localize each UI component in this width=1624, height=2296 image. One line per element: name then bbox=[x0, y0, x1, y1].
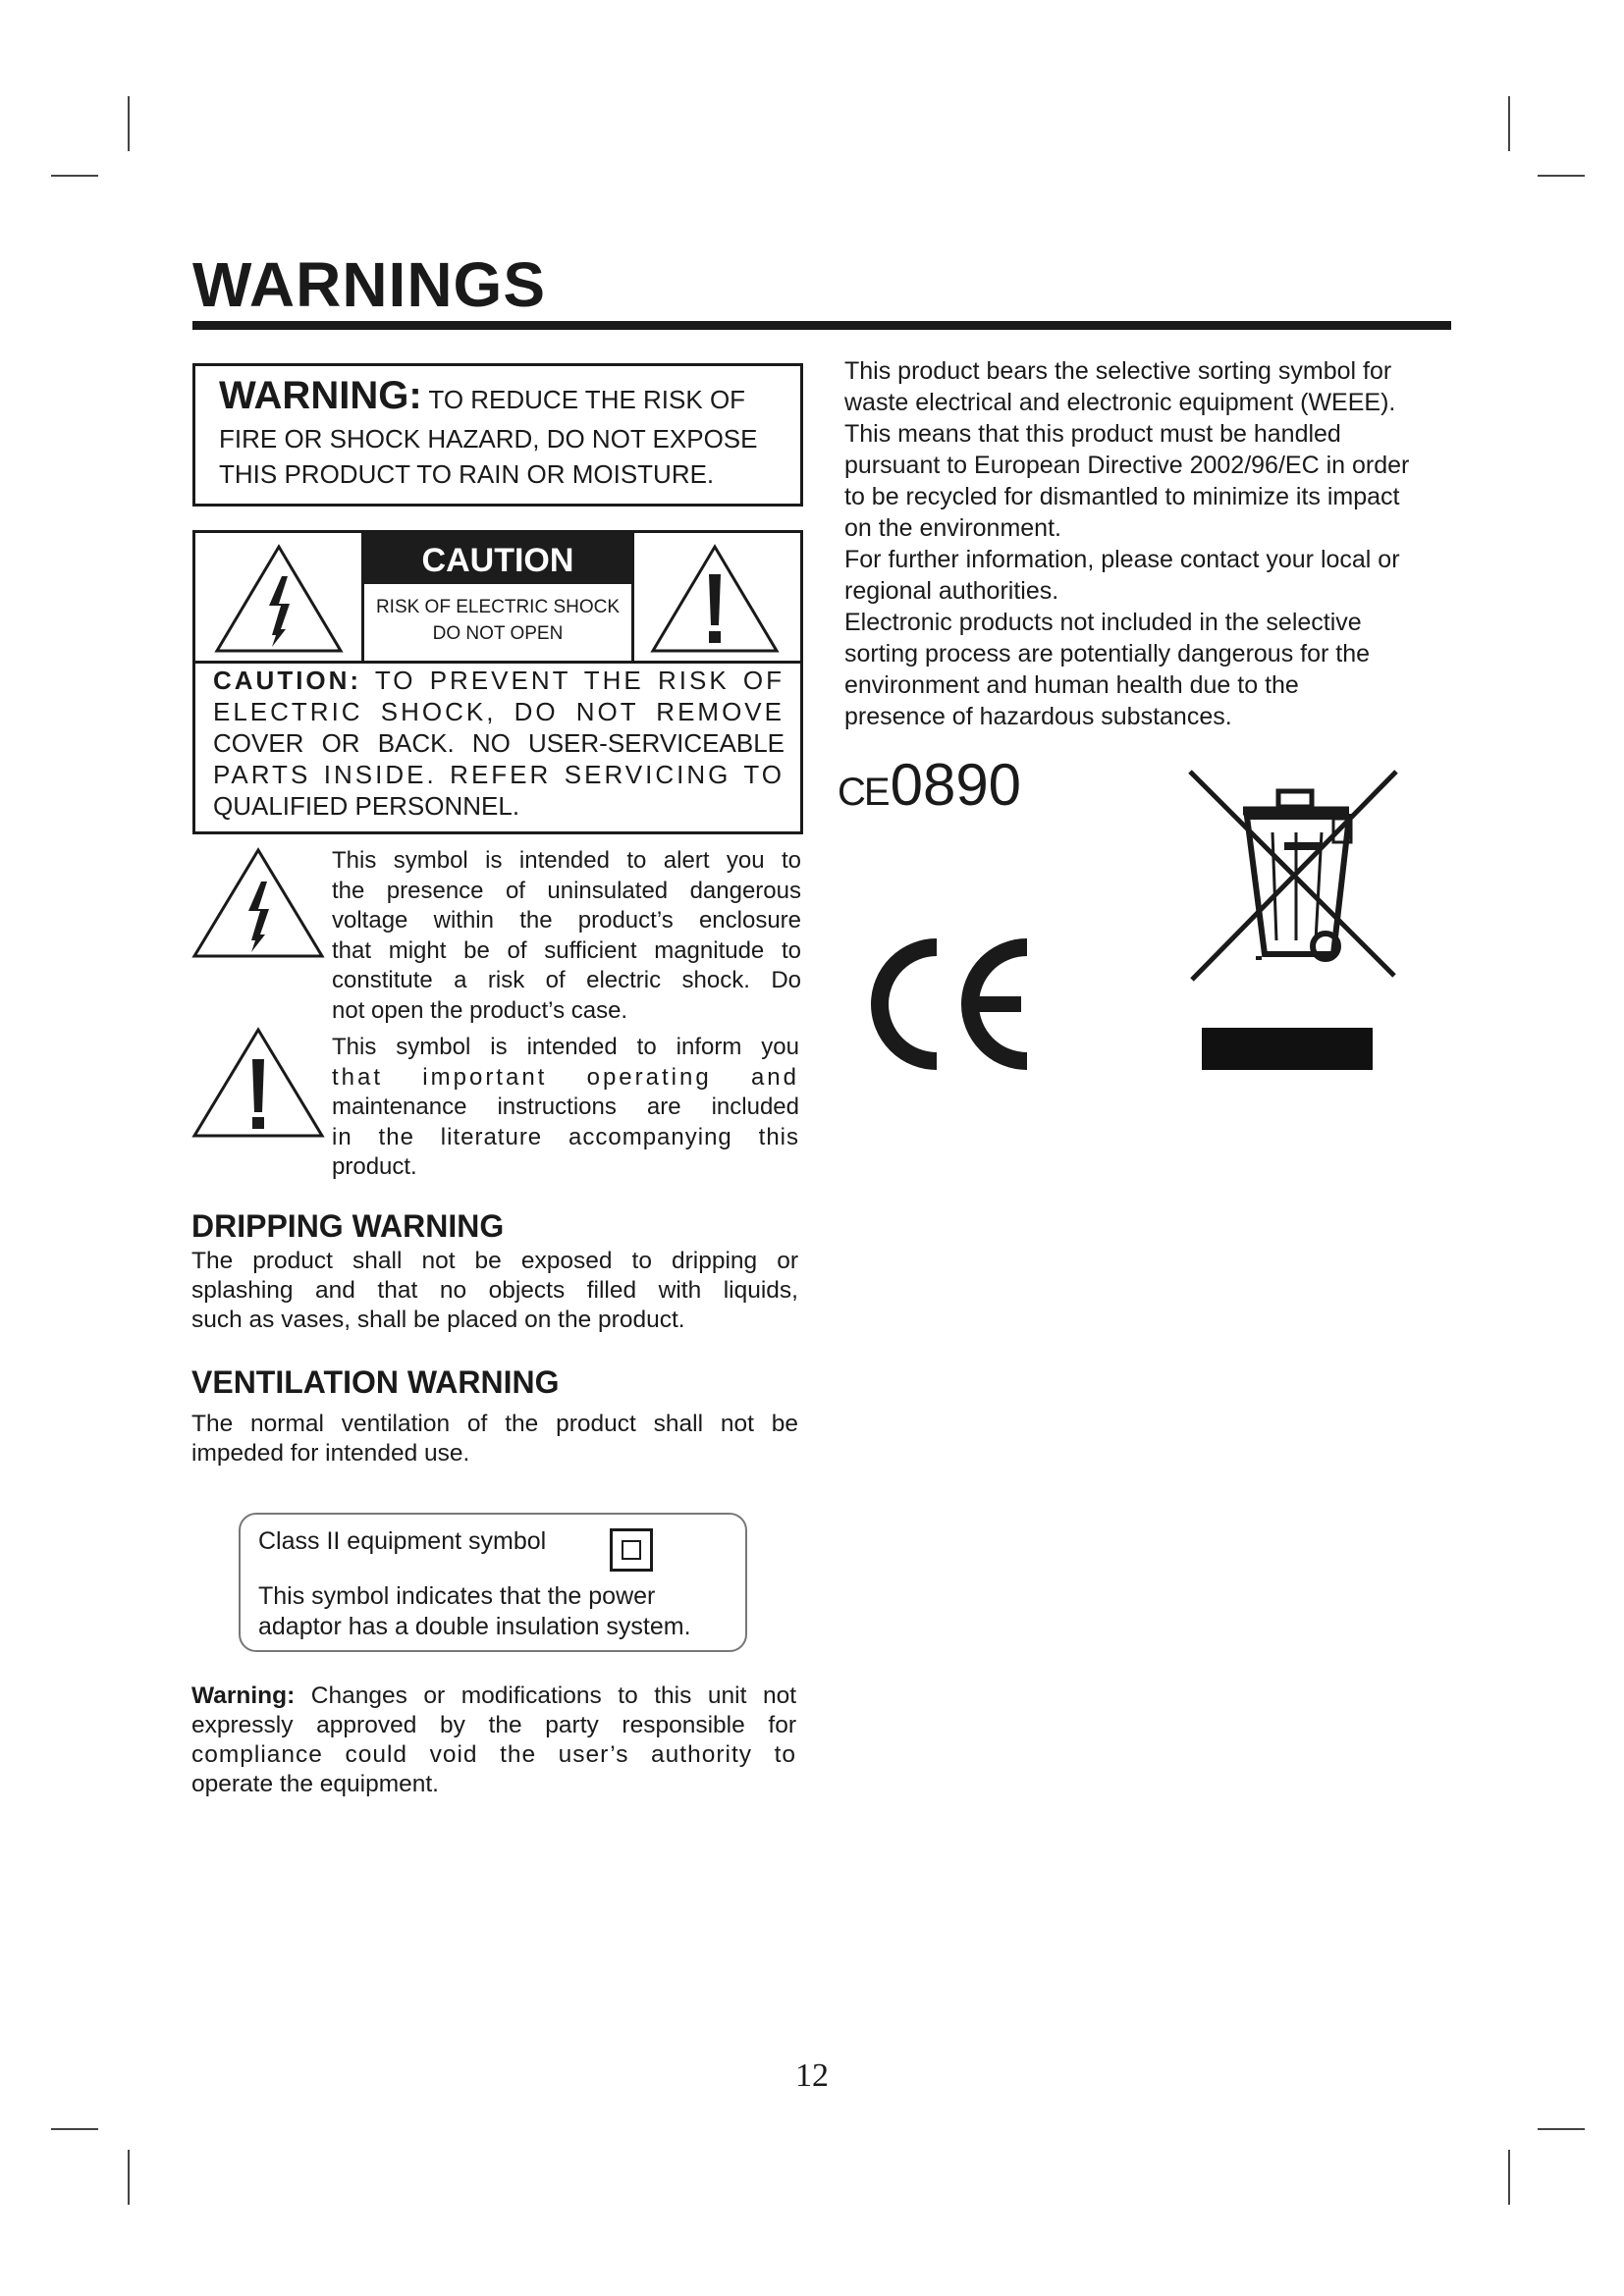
caution-text bbox=[213, 665, 785, 822]
paragraph-line: operate the equipment. bbox=[191, 1771, 439, 1797]
caution-lead: CAUTION: bbox=[213, 666, 362, 695]
caution-box bbox=[192, 530, 803, 834]
ce-notified-body-mark bbox=[838, 752, 1022, 818]
weee-line: Electronic products not included in the selective bbox=[844, 609, 1362, 636]
ce-number: 0890 bbox=[890, 752, 1022, 818]
weee-line: sorting process are potentially dangerous for the bbox=[844, 640, 1371, 667]
weee-line: on the environment. bbox=[844, 514, 1061, 542]
caution-line: PARTS INSIDE. REFER SERVICING TO bbox=[213, 760, 785, 789]
weee-line: to be recycled for dismantled to minimize its impact bbox=[844, 483, 1400, 510]
paragraph-line: The product shall not be exposed to dripping or bbox=[191, 1248, 798, 1274]
lightning-symbol-description bbox=[332, 846, 801, 1026]
warning-line bbox=[219, 374, 783, 421]
ventilation-warning-heading: VENTILATION WARNING bbox=[191, 1364, 560, 1400]
ce-mark-icon bbox=[860, 937, 1037, 1071]
weee-line: This product bears the selective sorting symbol for bbox=[844, 357, 1392, 385]
weee-line: regional authorities. bbox=[844, 577, 1059, 605]
description-line: the presence of uninsulated dangerous bbox=[332, 877, 801, 904]
caution-label: CAUTION bbox=[364, 533, 631, 584]
description-line: that important operating and bbox=[332, 1063, 799, 1091]
page-title: WARNINGS bbox=[192, 249, 546, 320]
dripping-warning-text bbox=[191, 1247, 798, 1335]
weee-bar bbox=[1202, 1028, 1373, 1070]
weee-line: pursuant to European Directive 2002/96/EC in order bbox=[844, 452, 1410, 479]
caution-sub-line: RISK OF ELECTRIC SHOCK bbox=[375, 597, 621, 617]
weee-line: environment and human health due to the bbox=[844, 671, 1299, 699]
paragraph-line: The normal ventilation of the product shall not be bbox=[191, 1411, 798, 1437]
paragraph-line: such as vases, shall be placed on the product. bbox=[191, 1307, 685, 1333]
ventilation-warning-text bbox=[191, 1410, 798, 1468]
weee-line: presence of hazardous substances. bbox=[844, 703, 1232, 730]
title-rule bbox=[192, 321, 1451, 330]
warning-text: TO REDUCE THE RISK OF bbox=[428, 385, 746, 414]
double-insulation-icon bbox=[610, 1528, 653, 1572]
description-line: not open the product’s case. bbox=[332, 996, 628, 1024]
crop-mark bbox=[128, 96, 130, 151]
crop-mark bbox=[51, 2128, 98, 2130]
caution-line-text: TO PREVENT THE RISK OF bbox=[374, 666, 785, 695]
weee-line: For further information, please contact your local or bbox=[844, 546, 1400, 573]
page-number: 12 bbox=[795, 2057, 829, 2094]
caution-line bbox=[213, 665, 785, 696]
weee-information bbox=[844, 355, 1453, 732]
paragraph-line: expressly approved by the party responsible for bbox=[191, 1712, 796, 1738]
weee-line: This means that this product must be handled bbox=[844, 420, 1341, 448]
crop-mark bbox=[128, 2150, 130, 2205]
description-line: product. bbox=[332, 1153, 417, 1180]
rain-moisture-warning-box bbox=[192, 363, 803, 507]
crop-mark bbox=[51, 175, 98, 177]
description-line: This symbol is intended to alert you to bbox=[332, 847, 801, 874]
exclamation-warning-icon bbox=[190, 1026, 326, 1140]
paragraph-line bbox=[191, 1682, 796, 1711]
paragraph-text: Changes or modifications to this unit not bbox=[310, 1682, 796, 1709]
warning-line: FIRE OR SHOCK HAZARD, DO NOT EXPOSE bbox=[219, 424, 758, 454]
caution-line: ELECTRIC SHOCK, DO NOT REMOVE bbox=[213, 697, 785, 726]
caution-label-panel bbox=[361, 533, 634, 661]
paragraph-line: compliance could void the user’s authority to bbox=[191, 1741, 796, 1768]
crossed-bin-icon bbox=[1186, 768, 1400, 988]
description-line: voltage within the product’s enclosure bbox=[332, 907, 801, 934]
warning-line: THIS PRODUCT TO RAIN OR MOISTURE. bbox=[219, 459, 715, 489]
paragraph-line: splashing and that no objects filled with liquids, bbox=[191, 1277, 798, 1304]
description-line: in the literature accompanying this bbox=[332, 1123, 799, 1150]
crop-mark bbox=[1538, 175, 1585, 177]
caution-header bbox=[195, 533, 800, 664]
class-ii-title: Class II equipment symbol bbox=[258, 1527, 547, 1555]
warning-lead: WARNING: bbox=[219, 374, 422, 417]
dripping-warning-heading: DRIPPING WARNING bbox=[191, 1208, 505, 1244]
description-line: This symbol is intended to inform you bbox=[332, 1034, 799, 1060]
paragraph-line: impeded for intended use. bbox=[191, 1440, 470, 1467]
ce-prefix: CE bbox=[838, 771, 889, 814]
description-line: adaptor has a double insulation system. bbox=[258, 1613, 691, 1640]
exclamation-symbol-description bbox=[332, 1033, 799, 1183]
modification-warning bbox=[191, 1682, 796, 1799]
crop-mark bbox=[1508, 2150, 1510, 2205]
class-ii-symbol-box bbox=[239, 1513, 747, 1652]
description-line: This symbol indicates that the power bbox=[258, 1582, 656, 1610]
warning-lead: Warning: bbox=[191, 1682, 296, 1709]
exclamation-warning-icon bbox=[649, 543, 781, 655]
crop-mark bbox=[1508, 96, 1510, 151]
lightning-warning-icon bbox=[213, 543, 345, 655]
weee-line: waste electrical and electronic equipment (WEEE). bbox=[844, 389, 1396, 416]
caution-sub-line: DO NOT OPEN bbox=[432, 623, 564, 644]
caution-line: COVER OR BACK. NO USER-SERVICEABLE bbox=[213, 728, 785, 758]
description-line: that might be of sufficient magnitude to bbox=[332, 936, 801, 964]
lightning-warning-icon bbox=[190, 846, 326, 960]
description-line: constitute a risk of electric shock. Do bbox=[332, 967, 801, 993]
crop-mark bbox=[1538, 2128, 1585, 2130]
caution-line: QUALIFIED PERSONNEL. bbox=[213, 791, 520, 821]
caution-sublabel bbox=[364, 594, 631, 647]
description-line: maintenance instructions are included bbox=[332, 1094, 799, 1120]
class-ii-description bbox=[258, 1581, 691, 1642]
